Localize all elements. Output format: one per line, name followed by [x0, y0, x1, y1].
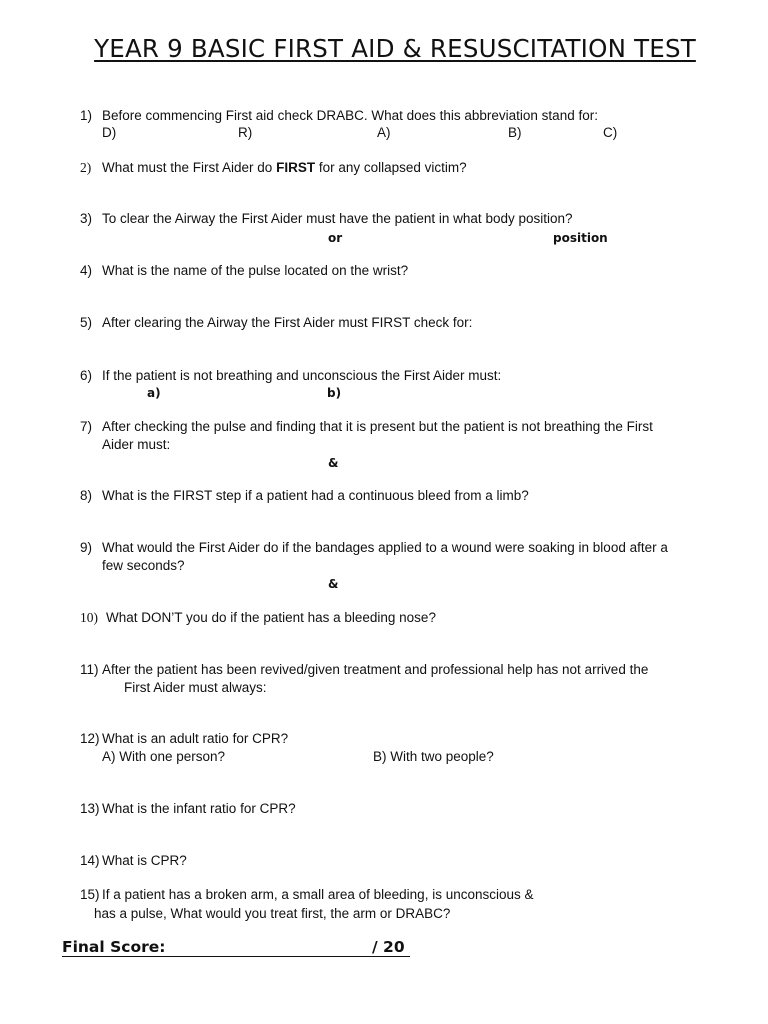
answer-connector-or: or	[328, 231, 343, 245]
answer-ampersand: &	[328, 577, 339, 591]
final-score-label: Final Score:	[62, 938, 166, 956]
question-text: What is the FIRST step if a patient had a continuous bleed from a limb?	[102, 488, 529, 503]
question-number: 6)	[80, 368, 93, 383]
question-text-line-1: After checking the pulse and finding that it is present but the patient is not breathing the First	[102, 419, 653, 434]
drabc-letter-d: D)	[102, 125, 117, 140]
option-a: A) With one person?	[102, 749, 226, 764]
question-number: 11)	[80, 662, 99, 677]
score-underline	[62, 956, 410, 957]
question-number: 2)	[80, 160, 92, 175]
question-number: 7)	[80, 419, 93, 434]
question-number: 14)	[80, 853, 100, 868]
drabc-letter-b: B)	[508, 125, 522, 140]
question-number: 3)	[80, 211, 93, 226]
question-text: What DON’T you do if the patient has a bleeding nose?	[106, 610, 436, 625]
question-number: 8)	[80, 488, 93, 503]
answer-suffix-position: position	[553, 231, 608, 245]
question-text: What is an adult ratio for CPR?	[102, 731, 289, 746]
question-number: 1)	[80, 108, 93, 123]
drabc-letter-r: R)	[238, 125, 253, 140]
option-b: B) With two people?	[373, 749, 494, 764]
question-number: 13)	[80, 801, 100, 816]
emphasis-first: FIRST	[276, 160, 316, 175]
question-text-line-2: First Aider must always:	[124, 680, 267, 695]
question-number: 5)	[80, 315, 93, 330]
question-text: To clear the Airway the First Aider must have the patient in what body position?	[102, 211, 573, 226]
drabc-letter-c: C)	[603, 125, 618, 140]
question-text-line-1: After the patient has been revived/given treatment and professional help has not arrived the	[102, 662, 649, 677]
question-number: 9)	[80, 540, 93, 555]
question-text: After clearing the Airway the First Aider must FIRST check for:	[102, 315, 473, 330]
question-text-line-2: few seconds?	[102, 558, 185, 573]
question-text: What must the First Aider do FIRST for any collapsed victim?	[102, 160, 467, 175]
question-text-line-2: has a pulse, What would you treat first, the arm or DRABC?	[94, 906, 451, 921]
question-text: What is CPR?	[102, 853, 187, 868]
drabc-letter-a: A)	[377, 125, 391, 140]
answer-ampersand: &	[328, 456, 339, 470]
question-text: What is the infant ratio for CPR?	[102, 801, 296, 816]
question-text-line-1: If a patient has a broken arm, a small area of bleeding, is unconscious &	[102, 887, 534, 902]
question-number: 4)	[80, 263, 93, 278]
answer-label-b: b)	[327, 386, 342, 400]
answer-label-a: a)	[147, 386, 161, 400]
question-number: 12)	[80, 731, 100, 746]
page-title: YEAR 9 BASIC FIRST AID & RESUSCITATION TEST	[94, 34, 696, 63]
final-score-total: / 20	[372, 938, 405, 956]
question-text: Before commencing First aid check DRABC. What does this abbreviation stand for:	[102, 108, 598, 123]
question-text-line-1: What would the First Aider do if the bandages applied to a wound were soaking in blood after a	[102, 540, 668, 555]
question-text: If the patient is not breathing and unconscious the First Aider must:	[102, 368, 502, 383]
question-number: 10)	[80, 610, 98, 625]
question-text: What is the name of the pulse located on the wrist?	[102, 263, 409, 278]
question-number: 15)	[80, 887, 100, 902]
question-text-line-2: Aider must:	[102, 437, 171, 452]
